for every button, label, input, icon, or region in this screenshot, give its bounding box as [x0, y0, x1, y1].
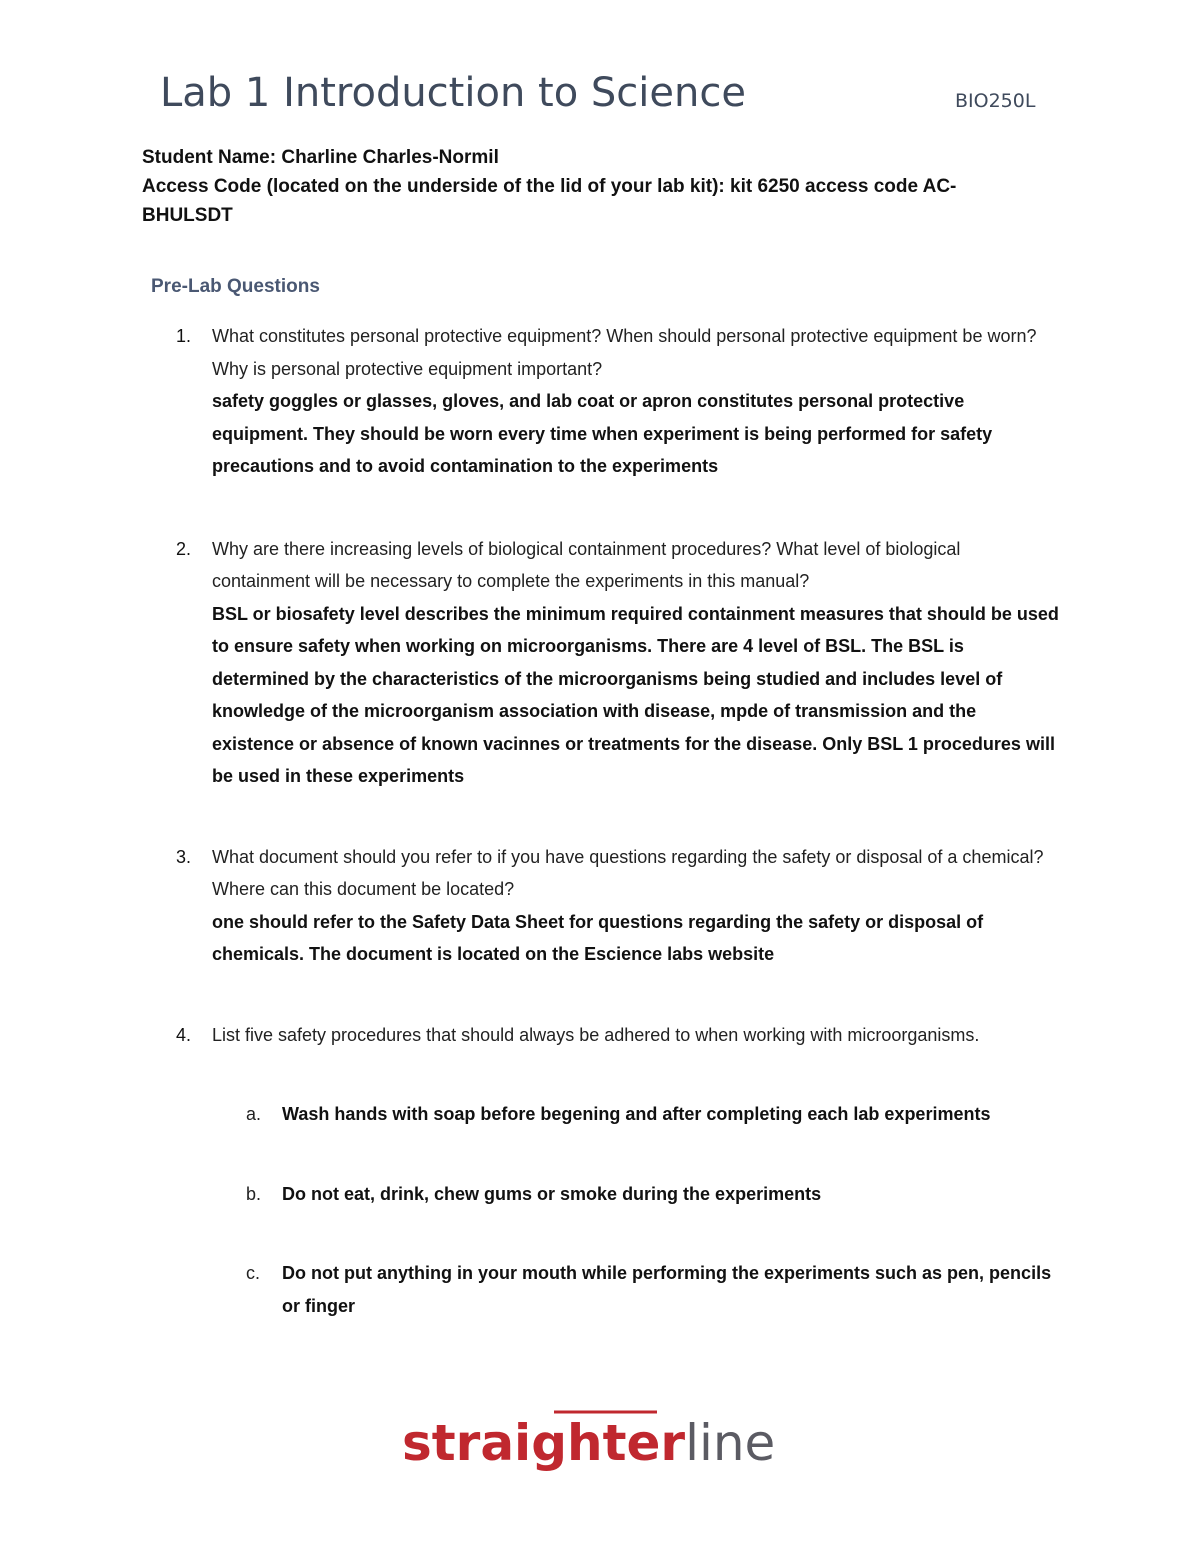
question-item-3 [170, 841, 1060, 971]
question-item-2 [170, 533, 1060, 793]
answer-text: safety goggles or glasses, gloves, and lab coat or apron constitutes personal protective equipment. They should be worn every time when experiment is being performed for safety precautions and to avoid contamination to the experiments [212, 391, 993, 476]
answer-text: one should refer to the Safety Data Sheet for questions regarding the safety or disposal of chemicals. The document is located on the Escience labs website [212, 911, 984, 964]
logo-text-light: line [685, 1414, 776, 1472]
course-code: BIO250L [955, 90, 1036, 112]
question-number: 2. [176, 538, 192, 559]
sub-answer-letter: b. [246, 1183, 262, 1204]
student-name: Student Name: Charline Charles-Normil [142, 147, 499, 168]
sub-answer-letter: c. [246, 1263, 261, 1283]
logo-text-bold: straighter [402, 1414, 686, 1472]
svg-text:straighterline [402, 1414, 775, 1472]
section-title: Pre-Lab Questions [151, 276, 320, 297]
question-text: What constitutes personal protective equipment? When should personal protective equipment be worn? Why is personal protective equipment important? [212, 326, 1037, 379]
access-code-line-1: Access Code (located on the underside of the lid of your lab kit): kit 6250 access code AC- [142, 176, 957, 197]
answer-text: BSL or biosafety level describes the minimum required containment measures that should be used to ensure safety when working on microorganisms. There are 4 level of BSL. The BSL is determined by the characteristics of the microorganisms being studied and includes level of knowledge of the microorganism association with disease, mpde of transmission and the existence or absence of known vacinnes or treatments for the disease. Only BSL 1 procedures will be used in these experiments [212, 603, 1059, 786]
sub-answer-text: Wash hands with soap before begening and after completing each lab experiments [282, 1104, 991, 1124]
student-info [142, 143, 1022, 230]
question-item-4 [170, 1019, 1060, 1323]
sub-answer-c [212, 1257, 1060, 1322]
access-code-line-2: BHULSDT [142, 205, 233, 226]
question-number: 4. [176, 1024, 192, 1045]
straighterline-logo [402, 1405, 802, 1485]
question-item-1 [170, 320, 1060, 483]
question-text: List five safety procedures that should always be adhered to when working with microorganisms. [212, 1024, 980, 1045]
question-number: 3. [176, 846, 192, 867]
sub-answer-text: Do not eat, drink, chew gums or smoke during the experiments [282, 1183, 822, 1204]
sub-answer-b [212, 1178, 1060, 1211]
sub-answer-list [212, 1098, 1060, 1322]
question-list [170, 320, 1060, 1322]
question-number: 1. [176, 326, 192, 346]
sub-answer-text: Do not put anything in your mouth while performing the experiments such as pen, pencils or finger [282, 1263, 1052, 1316]
sub-answer-letter: a. [246, 1104, 262, 1124]
question-text: Why are there increasing levels of biological containment procedures? What level of biological containment will be necessary to complete the experiments in this manual? [212, 538, 961, 591]
document-title: Lab 1 Introduction to Science [160, 70, 746, 116]
sub-answer-a [212, 1098, 1060, 1131]
question-text: What document should you refer to if you have questions regarding the safety or disposal of a chemical? Where can this document be located? [212, 846, 1044, 899]
